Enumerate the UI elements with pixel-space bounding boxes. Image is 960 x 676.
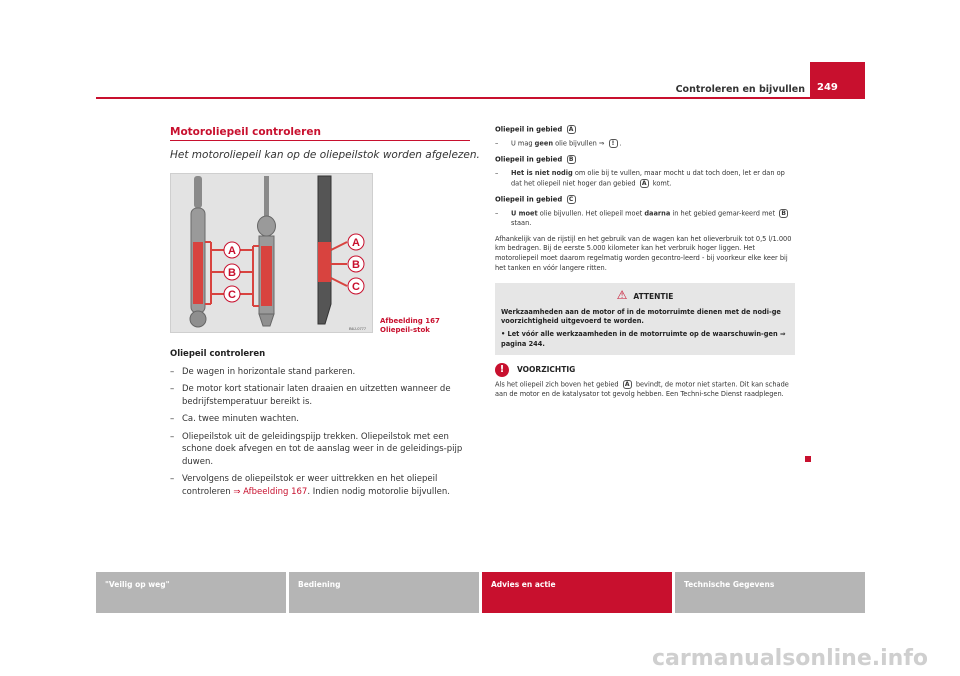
label-a-left: A: [228, 245, 236, 257]
caution-title: ! VOORZICHTIG: [495, 363, 795, 377]
figure-link[interactable]: ⇒ Afbeelding 167: [233, 486, 308, 497]
zone-marker-a: A: [640, 179, 649, 188]
caution-icon: !: [495, 363, 509, 377]
check-step: – Ca. twee minuten wachten.: [170, 413, 470, 426]
warning-bullet: • Let vóór alle werkzaamheden in de motorruimte op de waarschuwin-gen ⇒ pagina 244.: [501, 329, 786, 348]
figure-caption: Afbeelding 167 Oliepeil-stok: [380, 317, 440, 334]
zone-marker-b: B: [779, 209, 788, 218]
end-of-section-marker: [805, 456, 811, 462]
label-c-left: C: [228, 289, 236, 301]
check-step: – De wagen in horizontale stand parkeren.: [170, 366, 470, 379]
tab-technische-gegevens[interactable]: Technische Gegevens: [675, 572, 865, 613]
warning-text: Werkzaamheden aan de motor of in de motorruimte dienen met de nodi-ge voorzichtigheid uitgevoerd te worden.: [501, 307, 781, 326]
consumption-paragraph: Afhankelijk van de rijstijl en het gebruik van de wagen kan het olieverbruik tot 0,5 l/1.000 km bedragen. Bij de eerste 5.000 kilometer kan het verbruik hoger liggen. Het motoroliepeil moet daarom regelmatig worden gecontro-leerd - bij voorkeur elke keer bij het tanken en vóór langere ritten.: [495, 234, 792, 272]
tab-veilig-op-weg[interactable]: "Veilig op weg": [96, 572, 286, 613]
section-rule: [170, 140, 470, 141]
watermark: carmanualsonline.info: [652, 646, 928, 671]
dipstick-illustration: [171, 174, 374, 334]
zone-a-item: – U mag geen olie bijvullen ⇒ ! .: [495, 139, 795, 149]
caution-text: Als het oliepeil zich boven het gebied A bevindt, de motor niet starten. Dit kan schade aan de motor en de katalysator tot gevolg hebben. Een Techni-sche Dienst raadplegen.: [495, 380, 789, 399]
figure-code: B6J-0777: [349, 326, 367, 331]
dipstick-figure: [170, 173, 373, 333]
page-number: 249: [810, 62, 865, 98]
dipstick-flat: [318, 176, 331, 324]
zone-b-item: – Het is niet nodig om olie bij te vullen, maar mocht u dat toch doen, let er dan op dat het oliepeil niet hoger dan gebied A komt.: [495, 169, 795, 189]
running-header-title: Controleren en bijvullen: [675, 84, 805, 95]
zone-c-item: – U moet olie bijvullen. Het oliepeil moet daarna in het gebied gemar-keerd met B staan.: [495, 209, 795, 229]
warning-title: ⚠ ATTENTIE: [616, 288, 674, 303]
tab-bediening[interactable]: Bediening: [289, 572, 479, 613]
label-c-right: C: [352, 281, 360, 293]
label-b-right: B: [352, 259, 360, 271]
zone-marker-b: B: [567, 155, 576, 164]
chapter-tabs: [96, 572, 865, 613]
zone-marker-c: C: [567, 195, 576, 204]
zone-a-heading: Oliepeil in gebied A: [495, 125, 795, 135]
check-heading: Oliepeil controleren: [170, 349, 266, 359]
check-procedure: [170, 348, 470, 498]
dipstick-square: [258, 176, 276, 326]
zone-marker-a: A: [567, 125, 576, 134]
zone-b-heading: Oliepeil in gebied B: [495, 155, 795, 165]
section-subtitle: Het motoroliepeil kan op de oliepeilstok worden afgelezen.: [170, 149, 480, 161]
caution-ref-icon[interactable]: !: [609, 139, 618, 148]
tab-advies-en-actie[interactable]: Advies en actie: [482, 572, 672, 613]
section-title: Motoroliepeil controleren: [170, 126, 321, 138]
warning-box: [495, 283, 795, 355]
zone-c-heading: Oliepeil in gebied C: [495, 195, 795, 205]
check-step: – Oliepeilstok uit de geleidingspijp trekken. Oliepeilstok met een schone doek afvegen en tot de aanslag weer in de geleidings-pijp duwen.: [170, 431, 470, 469]
label-b-left: B: [228, 267, 236, 279]
warning-triangle-icon: ⚠: [616, 288, 628, 303]
check-step: – Vervolgens de oliepeilstok er weer uittrekken en het oliepeil controleren ⇒ Afbeelding 167. Indien nodig motorolie bijvullen.: [170, 473, 470, 498]
zone-marker-a: A: [623, 380, 632, 389]
zones-column: [495, 125, 795, 400]
dipstick-round: [190, 176, 206, 327]
check-step: – De motor kort stationair laten draaien en uitzetten wanneer de bedrijfstemperatuur bereikt is.: [170, 383, 470, 408]
label-a-right: A: [352, 237, 360, 249]
header-rule: [96, 97, 865, 99]
